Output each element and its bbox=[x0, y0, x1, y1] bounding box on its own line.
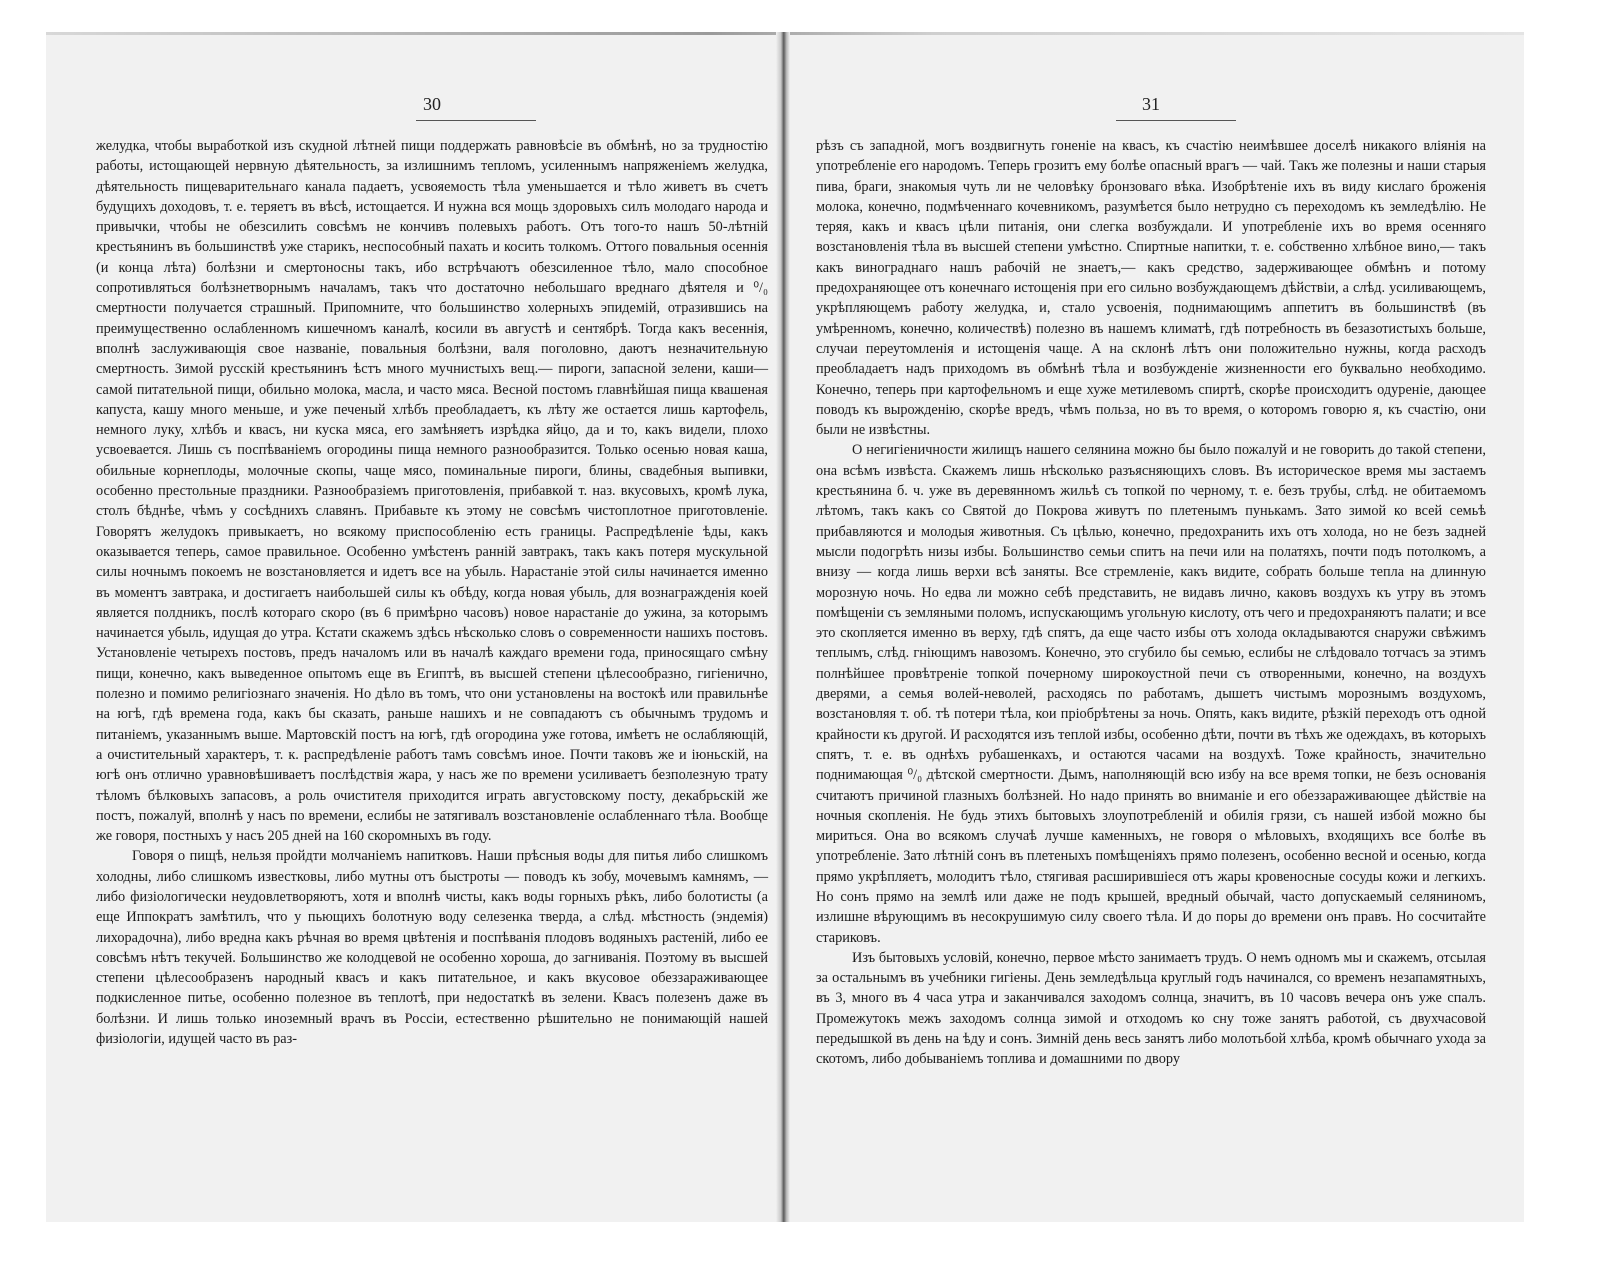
page-number-right: 31 bbox=[1142, 94, 1160, 114]
page-number-left: 30 bbox=[423, 94, 441, 114]
right-page bbox=[816, 32, 1486, 1222]
left-page bbox=[96, 32, 768, 1222]
book-gutter bbox=[776, 32, 790, 1222]
page-number-rule-left bbox=[416, 120, 536, 121]
paragraph: рѣзъ съ западной, могъ воздвигнуть гоненіе на квасъ, къ счастію неимѣвшее доселѣ никакого вліянія на употребленіе его народомъ. Теперь грозитъ ему болѣе опасный врагъ — чай. Такъ же полезны и наши старыя пива, браги, знакомыя чуть ли не человѣку бронзоваго вѣка. Изобрѣтеніе ихъ въ виду кислаго броженія молока, конечно, подмѣченнаго кочевникомъ, разумѣется было нетрудно съ переходомъ къ земледѣлію. Не теряя, какъ и квасъ цѣли питанія, они слегка возбуждали. И употребленіе ихъ во время осенняго возстановленія тѣла въ высшей степени умѣстно. Спиртные напитки, т. е. собственно хлѣбное вино,— такъ какъ винограднаго нашъ рабочій не знаетъ,— какъ средство, задерживающее обмѣнъ и потому предохраняющее отъ конечнаго истощенія при его сильно возбуждающемъ дѣйствіи, а слѣд. усиливающемъ, укрѣпляющемъ работу желудка, и, стало усвоенія, поднимающимъ аппетитъ въ большинствѣ (въ умѣренномъ, конечно, количествѣ) полезно въ нашемъ климатѣ, гдѣ потребность въ безазотистыхъ больше, случаи переутомленія и истощенія чаще. А на склонѣ лѣтъ они положительно нужны, когда расходъ преобладаетъ надъ приходомъ въ обмѣнѣ тѣла и возбужденіе жизненности его буквально необходимо. Конечно, теперь при картофельномъ и еще хуже метилевомъ спиртѣ, скорѣе происходитъ одуреніе, дающее поводъ къ вырожденію, скорѣе вредъ, чѣмъ польза, но въ то время, о которомъ говорю я, къ счастію, они были не извѣстны. bbox=[816, 138, 1486, 439]
paragraph: Изъ бытовыхъ условій, конечно, первое мѣсто занимаетъ трудъ. О немъ одномъ мы и скажемъ, отсылая за остальнымъ въ учебники гигіены. День земледѣльца круглый годъ начинался, со временъ незапамятныхъ, въ 3, много въ 4 часа утра и заканчивался заходомъ солнца, значитъ, въ 10 часовъ вечера онъ уже спалъ. Промежутокъ межъ заходомъ солнца зимой и отходомъ ко сну тоже занятъ работой, съ двухчасовой передышкой въ день на ѣду и сонъ. Зимній день весь занятъ либо молотьбой хлѣба, кромѣ обычнаго ухода за скотомъ, либо добываніемъ топлива и домашними по двору bbox=[816, 949, 1486, 1068]
book-spread-scan bbox=[46, 32, 1524, 1222]
page-number-rule-right bbox=[1116, 120, 1236, 121]
paragraph: О негигіеничности жилищъ нашего селянина можно бы было пожалуй и не говорить до такой степени, она всѣмъ извѣста. Скажемъ лишь нѣсколько разъясняющихъ словъ. Въ историческое время мы застаемъ крестьянина б. ч. уже въ деревянномъ жильѣ съ топкой по черному, т. е. безъ трубы, слѣд. не обитаемомъ лѣтомъ, такъ какъ со Святой до Покрова живутъ по плетенымъ пунькамъ. Зато зимой ко всей семьѣ прибавляются и молодыя животныя. Съ цѣлью, конечно, предохранить ихъ отъ холода, но не безъ задней мысли подогрѣть низы избы. Большинство семьи спитъ на печи или на полатяхъ, почти подъ потолкомъ, а внизу — когда лишь верхи всѣ заняты. Все стремленіе, какъ видите, собрать больше тепла на длинную морозную ночь. Но едва ли можно себѣ представить, не видавъ лично, каковъ воздухъ къ утру въ этомъ помѣщеніи съ земляными поломъ, испускающимъ угольную кислоту, отъ чего и предохраняютъ палати; и все это скопляется именно въ верху, гдѣ спятъ, да еще часто избы отъ холода окладываются снаружи свѣжимъ теплымъ, слѣд. гніющимъ навозомъ. Конечно, это сгубило бы семью, еслибы не слѣдовало тотчасъ за этимъ полнѣйшее провѣтреніе топкой почерному широкоустной печи съ отворенными, конечно, на воздухъ дверями, а семья волей-неволей, расходясь по работамъ, дышетъ чистымъ морознымъ воздухомъ, возстановляя т. об. тѣ потери тѣла, кои пріобрѣтены за ночь. Опять, какъ видите, рѣзкій переходъ отъ одной крайности къ другой. И расходятся изъ теплой избы, особенно дѣти, почти въ тѣхъ же одеждахъ, въ которыхъ спятъ, т. е. въ однѣхъ рубашенкахъ, и остаются часами на воздухѣ. Тоже крайность, значительно поднимающая ⁰/₀ дѣтской смертности. Дымъ, наполняющій всю избу на все время топки, не безъ основанія считаютъ причиной глазныхъ болѣзней. Но надо принять во вниманіе и его обеззараживающее дѣйствіе на ночныя скопленія. Не будь этихъ бытовыхъ злоупотребленій и обилія грязи, съ нашей избой можно бы мириться. Она во всякомъ случаѣ лучше каменныхъ, не говоря о мѣловыхъ, входящихъ все болѣе въ употребленіе. Зато лѣтній сонъ въ плетеныхъ помѣщеніяхъ прямо полезенъ, особенно весной и осенью, когда прямо укрѣпляетъ, молодитъ тѣло, стягивая расширившіеся отъ жары кровеносные сосуды кожи и легкихъ. Но сонъ прямо на землѣ или даже не подъ крышей, вредный обычай, часто допускаемый селяниномъ, излишне вѣрующимъ въ несокрушимую силу своего тѣла. И до поры до времени онъ правъ. Но сосчитайте стариковъ. bbox=[816, 442, 1486, 946]
left-page-body bbox=[96, 136, 768, 1049]
paragraph: Говоря о пищѣ, нельзя пройдти молчаніемъ напитковъ. Наши прѣсныя воды для питья либо слишкомъ холодны, либо слишкомъ известковы, либо мутны отъ быстроты — поводъ къ зобу, мочевымъ камнямъ, — либо физіологически неудовлетворяютъ, хотя и вполнѣ чисты, какъ воды горныхъ рѣкъ, либо болотисты (а еще Иппократъ замѣтилъ, что у пьющихъ болотную воду селезенка тверда, а слѣд. мѣстность (эндемія) лихорадочна), либо вредна какъ рѣчная во время цвѣтенія и поспѣванія плодовъ водяныхъ растеній, либо ее совсѣмъ нѣтъ текучей. Большинство же колодцевой не особенно хороша, до загниванія. Поэтому въ высшей степени цѣлесообразенъ народный квасъ и какъ питательное, и какъ вкусовое обеззараживающее подкисленное питье, особенно полезное въ теплотѣ, при недостаткѣ въ зелени. Квасъ полезенъ даже въ болѣзни. И лишь только иноземный врачъ въ Россіи, естественно рѣшительно не понимающій нашей физіологіи, идущей часто въ раз- bbox=[96, 848, 768, 1048]
right-page-body bbox=[816, 136, 1486, 1070]
paragraph: желудка, чтобы выработкой изъ скудной лѣтней пищи поддержать равновѣсіе въ обмѣнѣ, но за трудностію работы, истощающей нервную дѣятельность, за излишнимъ тепломъ, усиленнымъ напряженіемъ желудка, дѣятельность пищеварительнаго канала падаетъ, усвояемость тѣла уменьшается и тѣло живетъ въ счетъ будущихъ доходовъ, т. е. теряетъ въ вѣсѣ, истощается. И нужна вся мощь здоровыхъ силъ молодаго народа и привычки, чтобы не обезсилить совсѣмъ не кончивъ полевыхъ работъ. Отъ того-то нашъ 50-лѣтній крестьянинъ въ большинствѣ уже старикъ, неспособный пахать и косить толкомъ. Оттого повальныя осеннія (и конца лѣта) болѣзни и смертоносны такъ, ибо встрѣчаютъ обезсиленное тѣло, мало способное сопротивляться болѣзнетворнымъ началамъ, такъ что достаточно небольшаго вреднаго дѣятеля и ⁰/₀ смертности получается страшный. Припомните, что большинство холерныхъ эпидемій, отразившись на преимущественно ослабленномъ кишечномъ каналѣ, косили въ августѣ и сентябрѣ. Тогда какъ весеннія, вполнѣ заслуживающія свое названіе, повальныя болѣзни, валя поголовно, даютъ незначительную смертность. Зимой русскій крестьянинъ ѣстъ много мучнистыхъ вещ.— пироги, запасной зелени, каши—самой питательной пищи, обильно молока, масла, и часто мяса. Весной постомъ главнѣйшая пища квашеная капуста, кашу много меньше, и уже печеный хлѣбъ преобладаетъ, къ лѣту же остается лишь картофель, немного луку, хлѣбъ и квасъ, ни куска мяса, его замѣняетъ изрѣдка яйцо, да и то, какъ видели, плохо усвоевается. Лишь съ поспѣваніемъ огородины пища немного разнообразится. Только осенью новая каша, обильные корнеплоды, молочные скопы, чаще мясо, поминальные пироги, блины, свадебныя выпивки, особенно престольные праздники. Разнообразіемъ приготовленія, прибавкой т. наз. вкусовыхъ, кромѣ лука, столъ бѣднѣе, чѣмъ у сосѣднихъ славянъ. Прибавьте къ этому не совсѣмъ чистоплотное приготовленіе. Говорятъ желудокъ привыкаетъ, но всякому приспособленію есть границы. Распредѣленіе ѣды, какъ оказывается теперь, самое правильное. Особенно умѣстенъ ранній завтракъ, такъ какъ потеря мускульной силы ночнымъ покоемъ не возстановляется и идетъ все на убыль. Нарастаніе этой силы начинается именно въ моментъ завтрака, и достигаетъ наибольшей силы къ обѣду, когда новая убыль, для вознагражденія коей является полдникъ, послѣ котораго скоро (въ 6 примѣрно часовъ) новое нарастаніе до ужина, за которымъ начинается убыль, идущая до утра. Кстати скажемъ здѣсь нѣсколько словъ о современности нашихъ постовъ. Установленіе четырехъ постовъ, предъ началомъ или въ началѣ каждаго времени года, приносящаго смѣну пищи, конечно, какъ выведенное опытомъ еще въ Египтѣ, въ высшей степени цѣлесообразно, гигіенично, полезно и помимо религіознаго значенія. Но дѣло въ томъ, что они установлены на востокѣ или правильнѣе на югѣ, гдѣ времена года, какъ бы сказать, раньше нашихъ и не совпадаютъ съ обычнымъ трудомъ и питаніемъ, указаннымъ выше. Мартовскій постъ на югѣ, гдѣ огородина уже готова, имѣетъ не ослабляющій, а очистительный характеръ, т. к. распредѣленіе работъ тамъ совсѣмъ иное. Почти таковъ же и іюньскій, на югѣ онъ отлично уравновѣшиваетъ послѣдствія жара, у насъ же по времени усиливаетъ безполезную трату тѣломъ бѣлковыхъ запасовъ, а роль очистителя приходится играть августовскому посту, декабрьскій же постъ, пожалуй, вполнѣ у насъ по времени, еслибы не затягивалъ возстановленіе ослабленнаго тѣла. Вообще же говоря, постныхъ у насъ 205 дней на 160 скоромныхъ въ году. bbox=[96, 138, 768, 845]
